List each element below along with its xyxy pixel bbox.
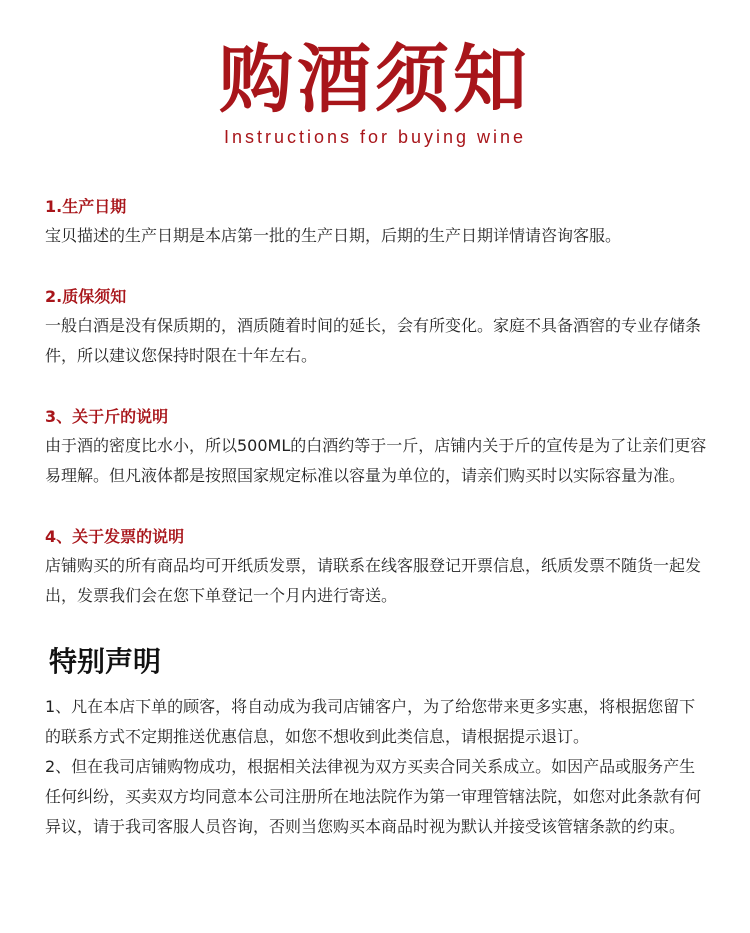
page-title: 购酒须知 [219,37,531,123]
section-warranty [45,285,710,371]
special-statement-item: 1、凡在本店下单的顾客，将自动成为我司店铺客户，为了给您带来更多实惠，将根据您留下的联系方式不定期推送优惠信息，如您不想收到此类信息，请根据提示退订。 [45,697,696,746]
section-jin-explanation [45,405,710,491]
section-title: 3、关于斤的说明 [45,407,169,426]
page-subtitle: Instructions for buying wine [223,127,527,147]
section-body: 宝贝描述的生产日期是本店第一批的生产日期，后期的生产日期详情请咨询客服。 [45,226,622,245]
section-title: 1.生产日期 [45,197,127,216]
section-body: 店铺购买的所有商品均可开纸质发票，请联系在线客服登记开票信息，纸质发票不随货一起发出，发票我们会在您下单登记一个月内进行寄送。 [45,556,702,605]
page-header [0,37,750,148]
special-statement [45,642,710,842]
special-statement-item: 2、但在我司店铺购物成功，根据相关法律视为双方买卖合同关系成立。如因产品或服务产生任何纠纷，买卖双方均同意本公司注册所在地法院作为第一审理管辖法院，如您对此条款有何异议，请于我司客服人员咨询，否则当您购买本商品时视为默认并接受该管辖条款的约束。 [45,757,702,836]
section-title: 4、关于发票的说明 [45,527,185,546]
section-body: 由于酒的密度比水小，所以500ML的白酒约等于一斤，店铺内关于斤的宣传是为了让亲们更容易理解。但凡液体都是按照国家规定标准以容量为单位的，请亲们购买时以实际容量为准。 [45,436,707,485]
section-invoice [45,525,710,611]
notice-sections [45,195,710,645]
section-production-date [45,195,710,251]
special-statement-title: 特别声明 [49,645,162,678]
section-body: 一般白酒是没有保质期的，酒质随着时间的延长，会有所变化。家庭不具备酒窖的专业存储条件，所以建议您保持时限在十年左右。 [45,316,702,365]
section-title: 2.质保须知 [45,287,127,306]
special-statement-body [45,692,710,842]
